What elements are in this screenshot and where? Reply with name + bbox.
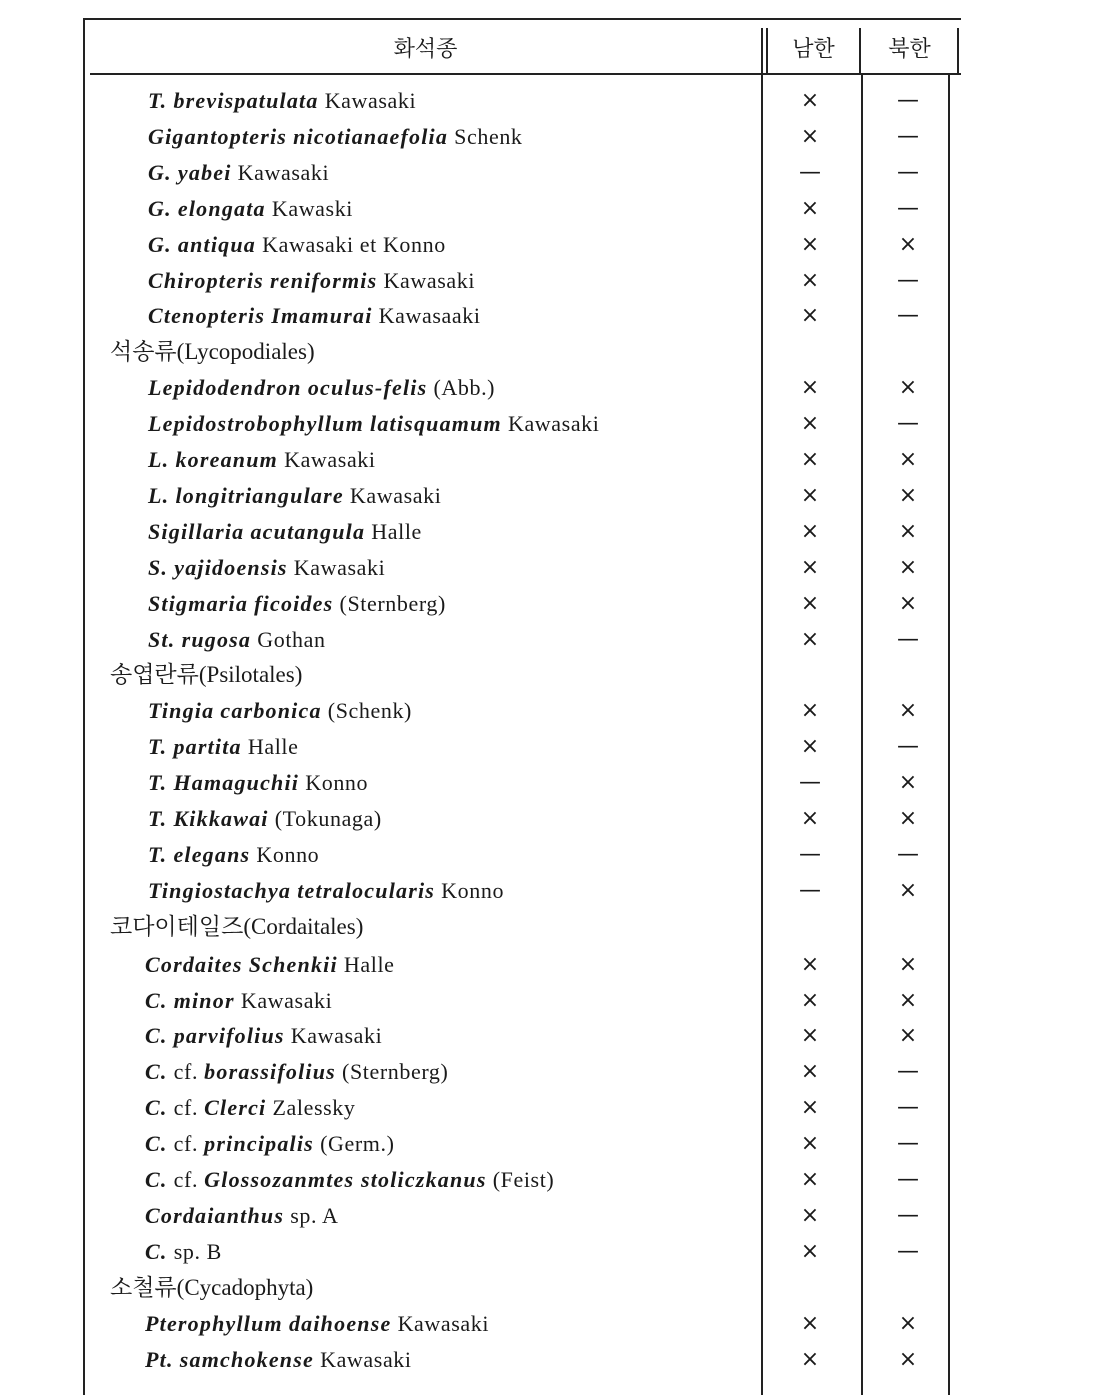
author: Kawaski bbox=[271, 195, 354, 221]
genus: C. bbox=[145, 1238, 168, 1264]
genus: St. bbox=[148, 626, 176, 652]
epithet: oculus-felis bbox=[307, 375, 428, 401]
epithet: borassifolius bbox=[204, 1059, 336, 1085]
table-row bbox=[0, 1162, 1112, 1198]
epithet: ficoides bbox=[254, 590, 334, 616]
north-korea-mark: × bbox=[898, 877, 918, 903]
epithet: antiqua bbox=[177, 231, 257, 257]
genus: G. bbox=[148, 195, 172, 221]
group-heading-korean: 석송류 bbox=[110, 339, 177, 366]
species-name bbox=[148, 442, 376, 478]
group-heading-latin: (Lycopodiales) bbox=[176, 339, 315, 365]
north-korea-mark: × bbox=[898, 987, 918, 1013]
south-korea-mark: × bbox=[800, 195, 820, 221]
species-name bbox=[145, 1126, 395, 1162]
species-name bbox=[145, 1090, 356, 1126]
author: Halle bbox=[247, 734, 299, 760]
species-name bbox=[145, 1018, 382, 1054]
north-korea-mark: — bbox=[897, 1167, 919, 1192]
species-name bbox=[148, 83, 416, 119]
author: (Sternberg) bbox=[339, 590, 446, 616]
cf-marker: cf. bbox=[167, 1095, 205, 1121]
epithet: Imamurai bbox=[271, 303, 373, 329]
author: Kawasaki bbox=[320, 1346, 412, 1372]
table-row bbox=[0, 370, 1112, 406]
epithet: parvifolius bbox=[173, 1023, 285, 1049]
species-name bbox=[148, 406, 600, 442]
south-korea-mark: × bbox=[800, 1131, 820, 1157]
table-row bbox=[0, 263, 1112, 299]
species-name bbox=[148, 263, 475, 299]
south-korea-mark: × bbox=[800, 1238, 820, 1264]
south-korea-mark: — bbox=[799, 770, 821, 796]
table-row bbox=[0, 983, 1112, 1019]
author: Kawasaaki bbox=[378, 303, 481, 329]
table-row bbox=[0, 514, 1112, 550]
epithet: Kikkawai bbox=[173, 806, 269, 831]
table-row bbox=[0, 873, 1112, 909]
south-korea-mark: × bbox=[800, 518, 820, 544]
header-north-korea: 북한 bbox=[888, 37, 931, 62]
genus: G. bbox=[148, 231, 172, 257]
epithet: rugosa bbox=[181, 626, 252, 652]
genus: Lepidodendron bbox=[148, 375, 302, 401]
species-name bbox=[148, 478, 441, 514]
south-korea-mark: — bbox=[799, 841, 821, 867]
genus: C. bbox=[145, 1095, 168, 1121]
epithet: longitriangulare bbox=[175, 482, 344, 508]
south-korea-mark: × bbox=[800, 951, 820, 977]
table-row bbox=[0, 801, 1112, 837]
epithet: koreanum bbox=[175, 447, 278, 472]
south-korea-mark: × bbox=[800, 1023, 820, 1049]
epithet: carbonica bbox=[220, 698, 322, 724]
species-name bbox=[148, 729, 299, 765]
table-top-rule bbox=[84, 18, 961, 20]
epithet: minor bbox=[173, 987, 235, 1013]
table-row bbox=[0, 837, 1112, 873]
table-row bbox=[0, 478, 1112, 514]
table-row bbox=[0, 550, 1112, 586]
table-row bbox=[0, 1018, 1112, 1054]
south-korea-mark: × bbox=[800, 1167, 820, 1192]
table-row bbox=[0, 1054, 1112, 1090]
species-name bbox=[148, 227, 446, 263]
group-heading-korean: 코다이테일즈 bbox=[110, 913, 244, 940]
table-row bbox=[0, 442, 1112, 478]
table-row bbox=[0, 406, 1112, 442]
north-korea-mark: × bbox=[898, 1346, 918, 1372]
epithet: principalis bbox=[204, 1131, 314, 1157]
author: Gothan bbox=[257, 626, 326, 652]
group-heading-korean: 송엽란류 bbox=[110, 662, 199, 689]
author: Kawasaki bbox=[284, 447, 376, 472]
genus: T. bbox=[148, 88, 168, 113]
epithet: reniformis bbox=[270, 267, 378, 293]
species-name bbox=[145, 1054, 448, 1090]
genus: Lepidostrobophyllum bbox=[148, 411, 364, 437]
north-korea-mark: × bbox=[898, 590, 918, 616]
group-heading bbox=[110, 334, 315, 370]
genus: C. bbox=[145, 987, 168, 1013]
author: Halle bbox=[371, 518, 422, 544]
south-korea-mark: × bbox=[800, 303, 820, 329]
table-row bbox=[0, 1198, 1112, 1234]
north-korea-mark: × bbox=[898, 770, 918, 796]
table-right-border-header bbox=[957, 28, 959, 74]
author: Kawasaki bbox=[383, 267, 476, 293]
south-korea-mark: × bbox=[800, 1095, 820, 1121]
south-korea-mark: × bbox=[800, 698, 820, 724]
species-name bbox=[148, 191, 353, 227]
genus: Tingiostachya bbox=[148, 877, 292, 903]
species-name bbox=[145, 947, 395, 983]
epithet: acutangula bbox=[250, 518, 366, 544]
south-korea-mark: — bbox=[799, 159, 821, 185]
north-korea-mark: × bbox=[898, 951, 918, 977]
south-korea-mark: × bbox=[800, 554, 820, 580]
author: Kawasaki bbox=[240, 987, 333, 1013]
genus: L. bbox=[148, 482, 170, 508]
group-heading bbox=[110, 657, 302, 693]
epithet: yajidoensis bbox=[174, 554, 288, 580]
epithet: elongata bbox=[177, 195, 266, 221]
south-korea-mark: × bbox=[800, 411, 820, 437]
table-row bbox=[0, 1234, 1112, 1270]
table-row bbox=[0, 693, 1112, 729]
group-heading-korean: 소철류 bbox=[110, 1274, 177, 1301]
genus: T. bbox=[148, 806, 168, 831]
genus: Chiropteris bbox=[148, 267, 264, 293]
south-korea-mark: × bbox=[800, 1310, 820, 1336]
epithet: Glossozanmtes stoliczkanus bbox=[204, 1167, 487, 1192]
north-korea-mark: × bbox=[898, 375, 918, 401]
north-korea-mark: — bbox=[897, 88, 919, 113]
table-row bbox=[0, 298, 1112, 334]
south-korea-mark: × bbox=[800, 626, 820, 652]
north-korea-mark: — bbox=[897, 1202, 919, 1228]
south-korea-mark: × bbox=[800, 1346, 820, 1372]
table-row bbox=[0, 586, 1112, 622]
author: Kawasaki bbox=[290, 1023, 383, 1049]
author: (Sternberg) bbox=[342, 1059, 449, 1085]
genus: T. bbox=[148, 841, 168, 867]
species-name bbox=[145, 1306, 489, 1342]
south-korea-mark: — bbox=[799, 877, 821, 903]
north-korea-mark: — bbox=[897, 267, 919, 293]
species-name bbox=[148, 765, 368, 801]
genus: C. bbox=[145, 1131, 168, 1157]
header-species: 화석종 bbox=[393, 37, 458, 62]
south-korea-mark: × bbox=[800, 806, 820, 831]
author: (Germ.) bbox=[320, 1131, 395, 1157]
genus: Sigillaria bbox=[148, 518, 245, 544]
species-name bbox=[145, 1198, 339, 1234]
epithet: elegans bbox=[173, 841, 251, 867]
north-korea-mark: × bbox=[898, 806, 918, 831]
species-name bbox=[148, 119, 523, 155]
group-heading bbox=[110, 1270, 313, 1306]
author: Konno bbox=[441, 877, 505, 903]
south-korea-mark: × bbox=[800, 734, 820, 760]
genus: Gigantopteris bbox=[148, 123, 288, 149]
header-bottom-rule bbox=[90, 73, 961, 75]
north-korea-mark: — bbox=[897, 195, 919, 221]
genus: Cordaites bbox=[145, 951, 243, 977]
epithet: brevispatulata bbox=[173, 88, 319, 113]
table-row bbox=[0, 191, 1112, 227]
author: Halle bbox=[343, 951, 395, 977]
genus: S. bbox=[148, 554, 169, 580]
epithet: tetralocularis bbox=[297, 877, 436, 903]
north-korea-mark: — bbox=[897, 1095, 919, 1121]
species-name bbox=[148, 837, 319, 873]
cf-marker: cf. bbox=[167, 1131, 205, 1157]
cf-marker: cf. bbox=[167, 1167, 205, 1192]
author: Zalessky bbox=[272, 1095, 356, 1121]
table-row bbox=[0, 1126, 1112, 1162]
south-korea-mark: × bbox=[800, 590, 820, 616]
author: Konno bbox=[256, 841, 320, 867]
epithet: nicotianaefolia bbox=[293, 123, 449, 149]
north-korea-mark: — bbox=[897, 734, 919, 760]
north-korea-mark: × bbox=[898, 231, 918, 257]
genus: Tingia bbox=[148, 698, 215, 724]
south-korea-mark: × bbox=[800, 482, 820, 508]
table-row bbox=[0, 227, 1112, 263]
species-name bbox=[148, 550, 385, 586]
south-korea-mark: × bbox=[800, 231, 820, 257]
epithet: samchokense bbox=[179, 1346, 314, 1372]
epithet: partita bbox=[173, 734, 242, 760]
genus: T. bbox=[148, 770, 168, 796]
genus: C. bbox=[145, 1059, 168, 1085]
north-korea-mark: — bbox=[897, 123, 919, 149]
species-name bbox=[148, 873, 504, 909]
table-row bbox=[0, 622, 1112, 658]
epithet: Hamaguchii bbox=[173, 770, 300, 796]
cf-marker: cf. bbox=[167, 1059, 205, 1085]
group-heading-latin: (Psilotales) bbox=[198, 662, 303, 688]
north-korea-mark: × bbox=[898, 1023, 918, 1049]
table-row bbox=[0, 83, 1112, 119]
species-name bbox=[148, 693, 412, 729]
table-row bbox=[0, 119, 1112, 155]
species-name bbox=[148, 155, 329, 191]
table-row bbox=[0, 1306, 1112, 1342]
table-row bbox=[0, 947, 1112, 983]
north-korea-mark: — bbox=[897, 1131, 919, 1157]
author: sp. B bbox=[173, 1238, 222, 1264]
south-korea-mark: × bbox=[800, 375, 820, 401]
species-name bbox=[145, 1342, 412, 1378]
header-south-korea: 남한 bbox=[792, 37, 835, 62]
species-name bbox=[148, 514, 422, 550]
north-korea-mark: — bbox=[897, 159, 919, 185]
species-name bbox=[148, 298, 481, 334]
north-korea-mark: × bbox=[898, 554, 918, 580]
genus: G. bbox=[148, 159, 172, 185]
north-korea-mark: — bbox=[897, 411, 919, 437]
group-heading bbox=[110, 909, 363, 945]
group-heading-latin: (Cordaitales) bbox=[243, 913, 364, 939]
south-korea-mark: × bbox=[800, 1059, 820, 1085]
author: Kawasaki bbox=[237, 159, 330, 185]
south-korea-mark: × bbox=[800, 987, 820, 1013]
north-korea-mark: — bbox=[897, 626, 919, 652]
table-row bbox=[0, 155, 1112, 191]
genus: L. bbox=[148, 447, 170, 472]
genus: Ctenopteris bbox=[148, 303, 266, 329]
genus: Pt. bbox=[145, 1346, 174, 1372]
table-row bbox=[0, 1090, 1112, 1126]
author: (Feist) bbox=[492, 1167, 555, 1192]
author: Kawasaki bbox=[324, 88, 417, 113]
north-korea-mark: × bbox=[898, 447, 918, 472]
epithet: latisquamum bbox=[370, 411, 502, 437]
author: sp. A bbox=[290, 1202, 339, 1228]
author: Kawasaki bbox=[507, 411, 600, 437]
author: Kawasaki bbox=[349, 482, 442, 508]
author: (Abb.) bbox=[433, 375, 496, 401]
epithet: Clerci bbox=[204, 1095, 267, 1121]
species-name bbox=[145, 1162, 554, 1198]
south-korea-mark: × bbox=[800, 88, 820, 113]
author: (Tokunaga) bbox=[274, 806, 382, 831]
north-korea-mark: × bbox=[898, 698, 918, 724]
genus: Pterophyllum bbox=[145, 1310, 283, 1336]
north-korea-mark: × bbox=[898, 482, 918, 508]
column-divider-south-north-header bbox=[859, 28, 861, 74]
group-heading-latin: (Cycadophyta) bbox=[176, 1274, 314, 1300]
author: (Schenk) bbox=[327, 698, 412, 724]
genus: C. bbox=[145, 1023, 168, 1049]
south-korea-mark: × bbox=[800, 267, 820, 293]
species-name bbox=[148, 586, 446, 622]
south-korea-mark: × bbox=[800, 123, 820, 149]
south-korea-mark: × bbox=[800, 1202, 820, 1228]
author: Kawasaki bbox=[293, 554, 386, 580]
author: Kawasaki bbox=[397, 1310, 490, 1336]
author: Konno bbox=[305, 770, 369, 796]
genus: Stigmaria bbox=[148, 590, 249, 616]
species-name bbox=[145, 1234, 222, 1270]
species-name bbox=[148, 801, 382, 837]
species-name bbox=[148, 370, 495, 406]
north-korea-mark: — bbox=[897, 841, 919, 867]
table-row bbox=[0, 729, 1112, 765]
species-name bbox=[148, 622, 326, 658]
table-row bbox=[0, 765, 1112, 801]
author: Kawasaki et Konno bbox=[262, 231, 446, 257]
north-korea-mark: — bbox=[897, 303, 919, 329]
south-korea-mark: × bbox=[800, 447, 820, 472]
north-korea-mark: — bbox=[897, 1238, 919, 1264]
north-korea-mark: × bbox=[898, 518, 918, 544]
epithet: daihoense bbox=[288, 1310, 392, 1336]
north-korea-mark: — bbox=[897, 1059, 919, 1085]
epithet: yabei bbox=[177, 159, 232, 185]
genus: C. bbox=[145, 1167, 168, 1192]
species-name bbox=[145, 983, 332, 1019]
author: Schenk bbox=[454, 123, 523, 149]
table-row bbox=[0, 1342, 1112, 1378]
epithet: Schenkii bbox=[248, 951, 338, 977]
genus: T. bbox=[148, 734, 168, 760]
genus: Cordaianthus bbox=[145, 1202, 285, 1228]
north-korea-mark: × bbox=[898, 1310, 918, 1336]
